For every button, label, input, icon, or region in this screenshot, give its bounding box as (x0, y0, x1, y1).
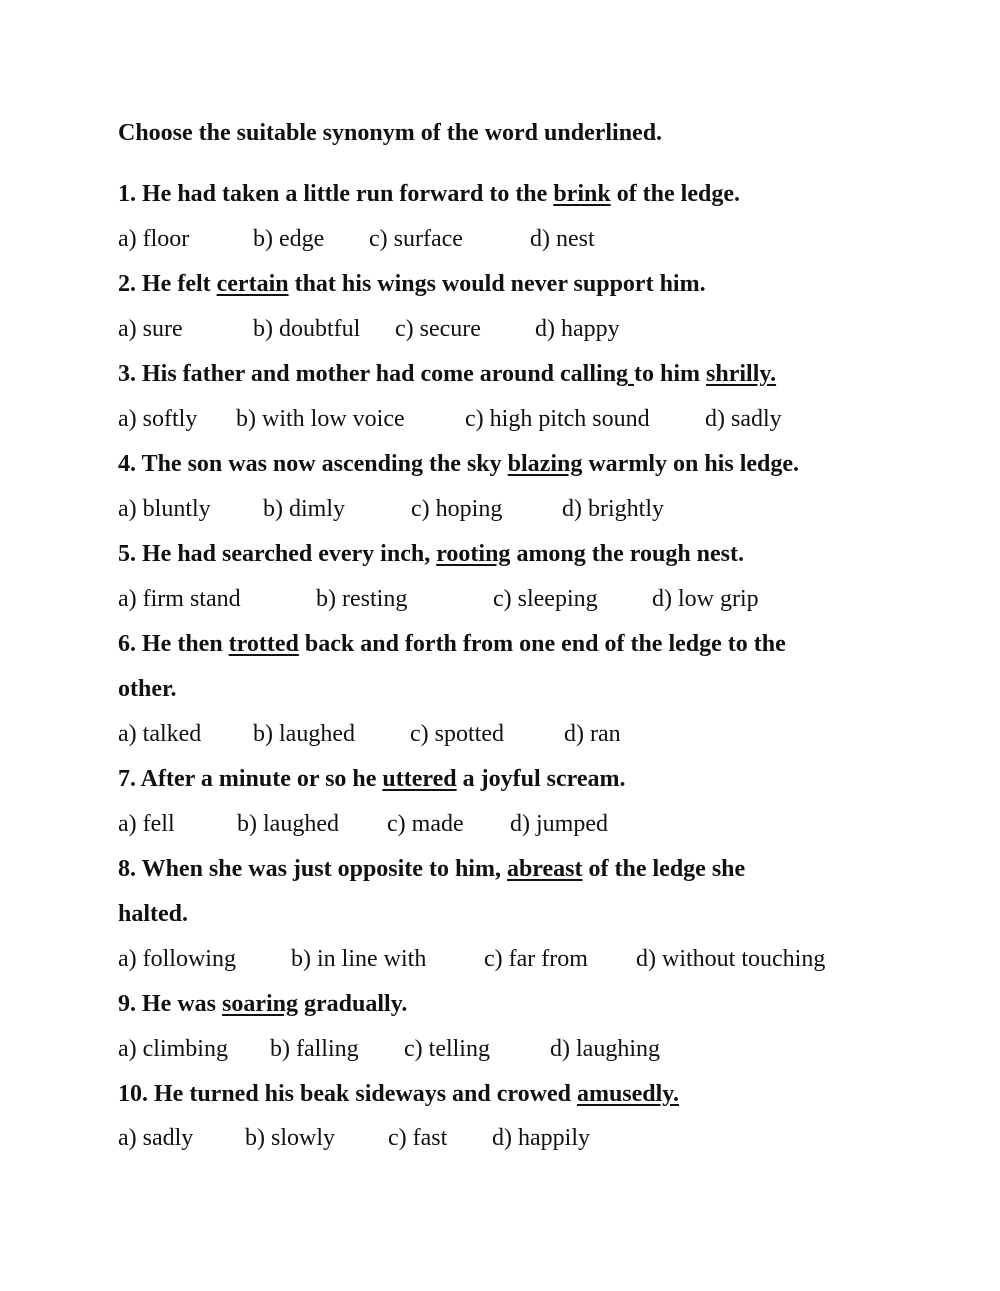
q8-option-a[interactable]: a) following (118, 946, 236, 972)
question-text-before: He had searched every inch, (136, 541, 437, 567)
question-8 (118, 854, 745, 884)
question-6-continuation: other. (118, 676, 177, 702)
q5-option-a[interactable]: a) firm stand (118, 586, 241, 612)
question-7 (118, 764, 625, 794)
q6-option-d[interactable]: d) ran (564, 721, 621, 747)
question-text-before: He felt (136, 271, 217, 297)
q1-option-c[interactable]: c) surface (369, 226, 463, 252)
underlined-word: soaring (222, 991, 299, 1017)
underlined-word: certain (216, 271, 289, 297)
underlined-word: shrilly. (706, 361, 777, 387)
q1-option-a[interactable]: a) floor (118, 226, 190, 252)
q9-option-d[interactable]: d) laughing (550, 1036, 660, 1062)
q3-option-a[interactable]: a) softly (118, 406, 198, 432)
question-text-before: He turned his beak sideways and crowed (148, 1081, 577, 1107)
question-text-before: The son was now ascending the sky (136, 451, 508, 477)
q6-option-b[interactable]: b) laughed (253, 721, 355, 747)
question-text-before: After a minute or so he (136, 766, 383, 792)
question-6 (118, 629, 786, 659)
q3-option-d[interactable]: d) sadly (705, 406, 782, 432)
question-text-before: He then (136, 631, 229, 657)
question-text-before: When she was just opposite to him, (136, 856, 507, 882)
question-1 (118, 179, 740, 209)
underlined-word: brink (553, 181, 611, 207)
question-9 (118, 989, 407, 1019)
question-number: 9. (118, 991, 136, 1017)
q5-option-b[interactable]: b) resting (316, 586, 408, 612)
q5-option-d[interactable]: d) low grip (652, 586, 759, 612)
question-number: 1. (118, 181, 136, 207)
underlined-word: trotted (228, 631, 299, 657)
question-number: 2. (118, 271, 136, 297)
q9-option-c[interactable]: c) telling (404, 1036, 490, 1062)
q1-option-d[interactable]: d) nest (530, 226, 595, 252)
q2-option-d[interactable]: d) happy (535, 316, 620, 342)
question-number: 6. (118, 631, 136, 657)
question-text-after: of the ledge she (582, 856, 746, 882)
question-text-after: a joyful scream. (456, 766, 626, 792)
q7-option-a[interactable]: a) fell (118, 811, 175, 837)
q6-option-c[interactable]: c) spotted (410, 721, 504, 747)
q4-option-c[interactable]: c) hoping (411, 496, 503, 522)
question-text-after: back and forth from one end of the ledge to the (298, 631, 786, 657)
question-number: 4. (118, 451, 136, 477)
question-text-after: of the ledge. (610, 181, 740, 207)
question-3 (118, 359, 776, 389)
q3-option-b[interactable]: b) with low voice (236, 406, 405, 432)
q10-option-b[interactable]: b) slowly (245, 1125, 335, 1151)
question-text-after: that his wings would never support him. (288, 271, 706, 297)
instruction-heading: Choose the suitable synonym of the word underlined. (118, 120, 663, 146)
question-text-after: warmly on his ledge. (582, 451, 800, 477)
question-text-before: His father and mother had come around calling (136, 361, 629, 387)
underlined-word: blazing (507, 451, 583, 477)
question-2 (118, 269, 706, 299)
q10-option-d[interactable]: d) happily (492, 1125, 590, 1151)
question-text-after: among the rough nest. (510, 541, 745, 567)
question-number: 7. (118, 766, 136, 792)
q4-option-d[interactable]: d) brightly (562, 496, 664, 522)
q6-option-a[interactable]: a) talked (118, 721, 202, 747)
question-text-before: He had taken a little run forward to the (136, 181, 554, 207)
question-text-before-2: to him (634, 361, 707, 387)
underlined-word: rooting (436, 541, 511, 567)
q10-option-a[interactable]: a) sadly (118, 1125, 194, 1151)
q10-option-c[interactable]: c) fast (388, 1125, 448, 1151)
underlined-word: amusedly. (576, 1081, 679, 1107)
q5-option-c[interactable]: c) sleeping (493, 586, 598, 612)
q1-option-b[interactable]: b) edge (253, 226, 325, 252)
question-8-continuation: halted. (118, 901, 189, 927)
question-text-before: He was (136, 991, 222, 1017)
underlined-word: uttered (382, 766, 457, 792)
q8-option-d[interactable]: d) without touching (636, 946, 826, 972)
question-4 (118, 449, 799, 479)
q2-option-c[interactable]: c) secure (395, 316, 481, 342)
q9-option-b[interactable]: b) falling (270, 1036, 359, 1062)
q2-option-a[interactable]: a) sure (118, 316, 183, 342)
q8-option-b[interactable]: b) in line with (291, 946, 427, 972)
question-5 (118, 539, 744, 569)
question-text-after: gradually. (298, 991, 408, 1017)
question-number: 8. (118, 856, 136, 882)
q9-option-a[interactable]: a) climbing (118, 1036, 228, 1062)
underlined-word: abreast (506, 856, 583, 882)
q4-option-a[interactable]: a) bluntly (118, 496, 211, 522)
q7-option-d[interactable]: d) jumped (510, 811, 608, 837)
q7-option-c[interactable]: c) made (387, 811, 464, 837)
q8-option-c[interactable]: c) far from (484, 946, 588, 972)
q7-option-b[interactable]: b) laughed (237, 811, 339, 837)
question-10 (118, 1079, 679, 1109)
question-number: 10. (118, 1081, 148, 1107)
q4-option-b[interactable]: b) dimly (263, 496, 345, 522)
question-number: 5. (118, 541, 136, 567)
question-number: 3. (118, 361, 136, 387)
q3-option-c[interactable]: c) high pitch sound (465, 406, 650, 432)
q2-option-b[interactable]: b) doubtful (253, 316, 361, 342)
